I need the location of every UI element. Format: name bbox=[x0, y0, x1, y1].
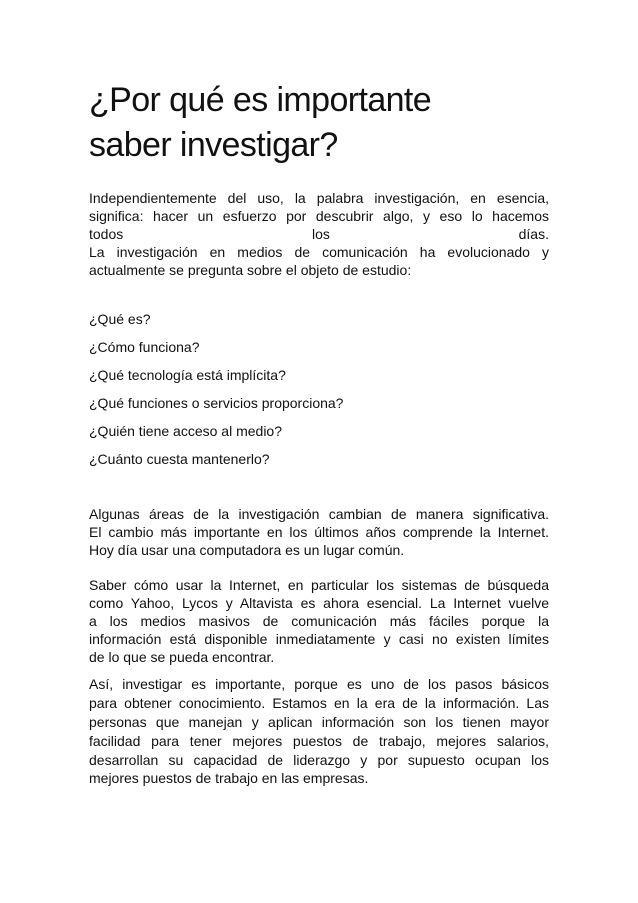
paragraph-line-spread bbox=[89, 225, 549, 243]
word: días. bbox=[518, 226, 549, 242]
question-item: ¿Qué tecnología está implícita? bbox=[89, 367, 286, 383]
intro-paragraph bbox=[89, 189, 549, 279]
paragraph-line: actualmente se pregunta sobre el objeto de estudio: bbox=[89, 262, 412, 278]
paragraph-line: significa: hacer un esfuerzo por descubrir algo, y eso lo hacemos bbox=[89, 208, 549, 224]
paragraph-internet-change bbox=[89, 505, 549, 559]
paragraph-search-engines bbox=[89, 576, 549, 666]
paragraph-line: desarrollan su capacidad de liderazgo y por supuesto ocupan los bbox=[89, 752, 549, 768]
question-item: ¿Cuánto cuesta mantenerlo? bbox=[89, 451, 270, 467]
title-line-2: saber investigar? bbox=[89, 126, 338, 164]
page-title bbox=[89, 78, 559, 168]
paragraph-line: mejores puestos de trabajo en las empresas. bbox=[89, 770, 369, 786]
question-item: ¿Qué es? bbox=[89, 311, 151, 327]
paragraph-line: para obtener conocimiento. Estamos en la era de la información. Las bbox=[89, 695, 549, 711]
paragraph-line: facilidad para tener mejores puestos de trabajo, mejores salarios, bbox=[89, 733, 549, 749]
paragraph-line: de lo que se pueda encontrar. bbox=[89, 649, 275, 665]
word: todos bbox=[89, 226, 124, 242]
question-item: ¿Quién tiene acceso al medio? bbox=[89, 423, 282, 439]
question-item: ¿Cómo funciona? bbox=[89, 339, 200, 355]
word: los bbox=[311, 226, 330, 242]
paragraph-line: Hoy día usar una computadora es un lugar común. bbox=[89, 542, 405, 558]
paragraph-line: El cambio más importante en los últimos años comprende la Internet. bbox=[89, 524, 549, 540]
paragraph-line: como Yahoo, Lycos y Altavista es ahora esencial. La Internet vuelve bbox=[89, 595, 549, 611]
question-item: ¿Qué funciones o servicios proporciona? bbox=[89, 395, 344, 411]
paragraph-line: a los medios masivos de comunicación más fáciles porque la bbox=[89, 613, 549, 629]
paragraph-line: información está disponible inmediatamente y casi no existen límites bbox=[89, 631, 549, 647]
paragraph-line: personas que manejan y aplican información son los tienen mayor bbox=[89, 714, 549, 730]
paragraph-line: La investigación en medios de comunicación ha evolucionado y bbox=[89, 244, 549, 260]
paragraph-line: Así, investigar es importante, porque es uno de los pasos básicos bbox=[89, 676, 549, 692]
paragraph-line: Algunas áreas de la investigación cambian de manera significativa. bbox=[89, 506, 549, 522]
paragraph-line: Saber cómo usar la Internet, en particular los sistemas de búsqueda bbox=[89, 577, 549, 593]
paragraph-conclusion bbox=[89, 675, 549, 787]
title-line-1: ¿Por qué es importante bbox=[89, 81, 432, 119]
paragraph-line: Independientemente del uso, la palabra investigación, en esencia, bbox=[89, 190, 549, 206]
